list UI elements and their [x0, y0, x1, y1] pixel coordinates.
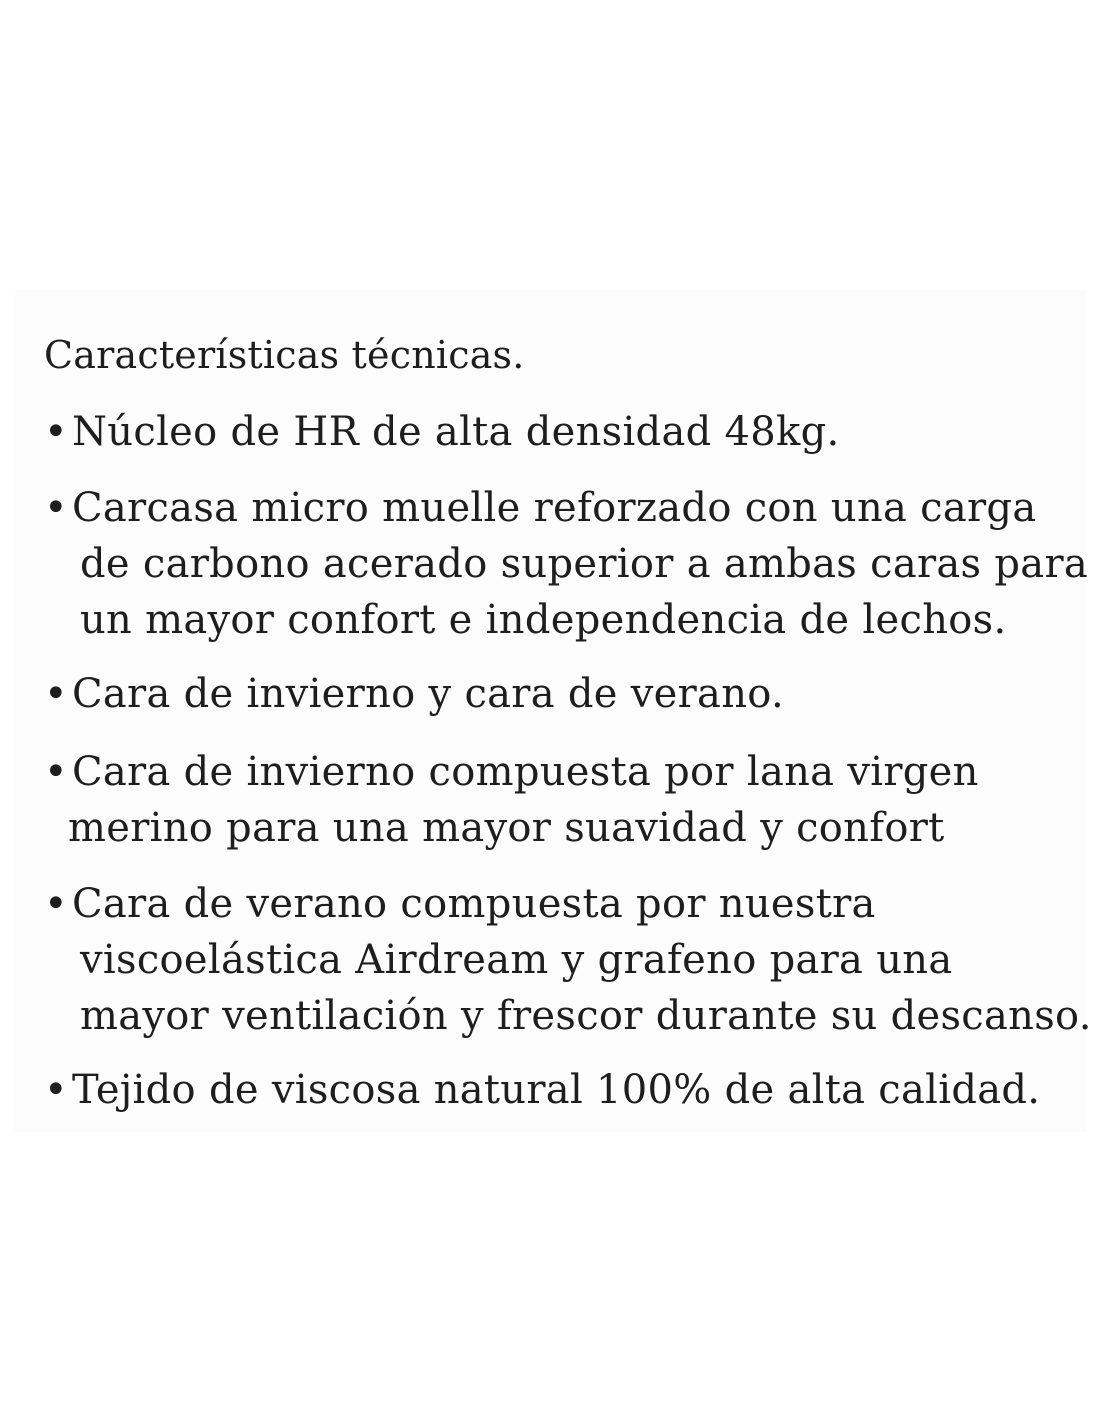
section-heading: Características técnicas. — [44, 333, 525, 377]
bullet: • — [44, 749, 68, 795]
bullet: • — [44, 671, 68, 717]
feature-item-summer-side: • Cara de verano compuesta por nuestra viscoelástica Airdream y grafeno para una mayor ventilación y frescor durante su descanso. — [44, 876, 1092, 1044]
feature-item-core: • Núcleo de HR de alta densidad 48kg. — [44, 404, 840, 460]
bullet: • — [44, 1067, 68, 1113]
feature-item-two-sides: • Cara de invierno y cara de verano. — [44, 666, 784, 722]
bullet: • — [44, 485, 68, 531]
bullet: • — [44, 409, 68, 455]
bullet: • — [44, 881, 68, 927]
feature-item-fabric: • Tejido de viscosa natural 100% de alta calidad. — [44, 1062, 1040, 1118]
feature-item-winter-side: • Cara de invierno compuesta por lana virgen merino para una mayor suavidad y confort — [44, 744, 979, 856]
feature-item-spring-frame: • Carcasa micro muelle reforzado con una carga de carbono acerado superior a ambas caras para un mayor confort e independencia de lechos. — [44, 480, 1088, 648]
